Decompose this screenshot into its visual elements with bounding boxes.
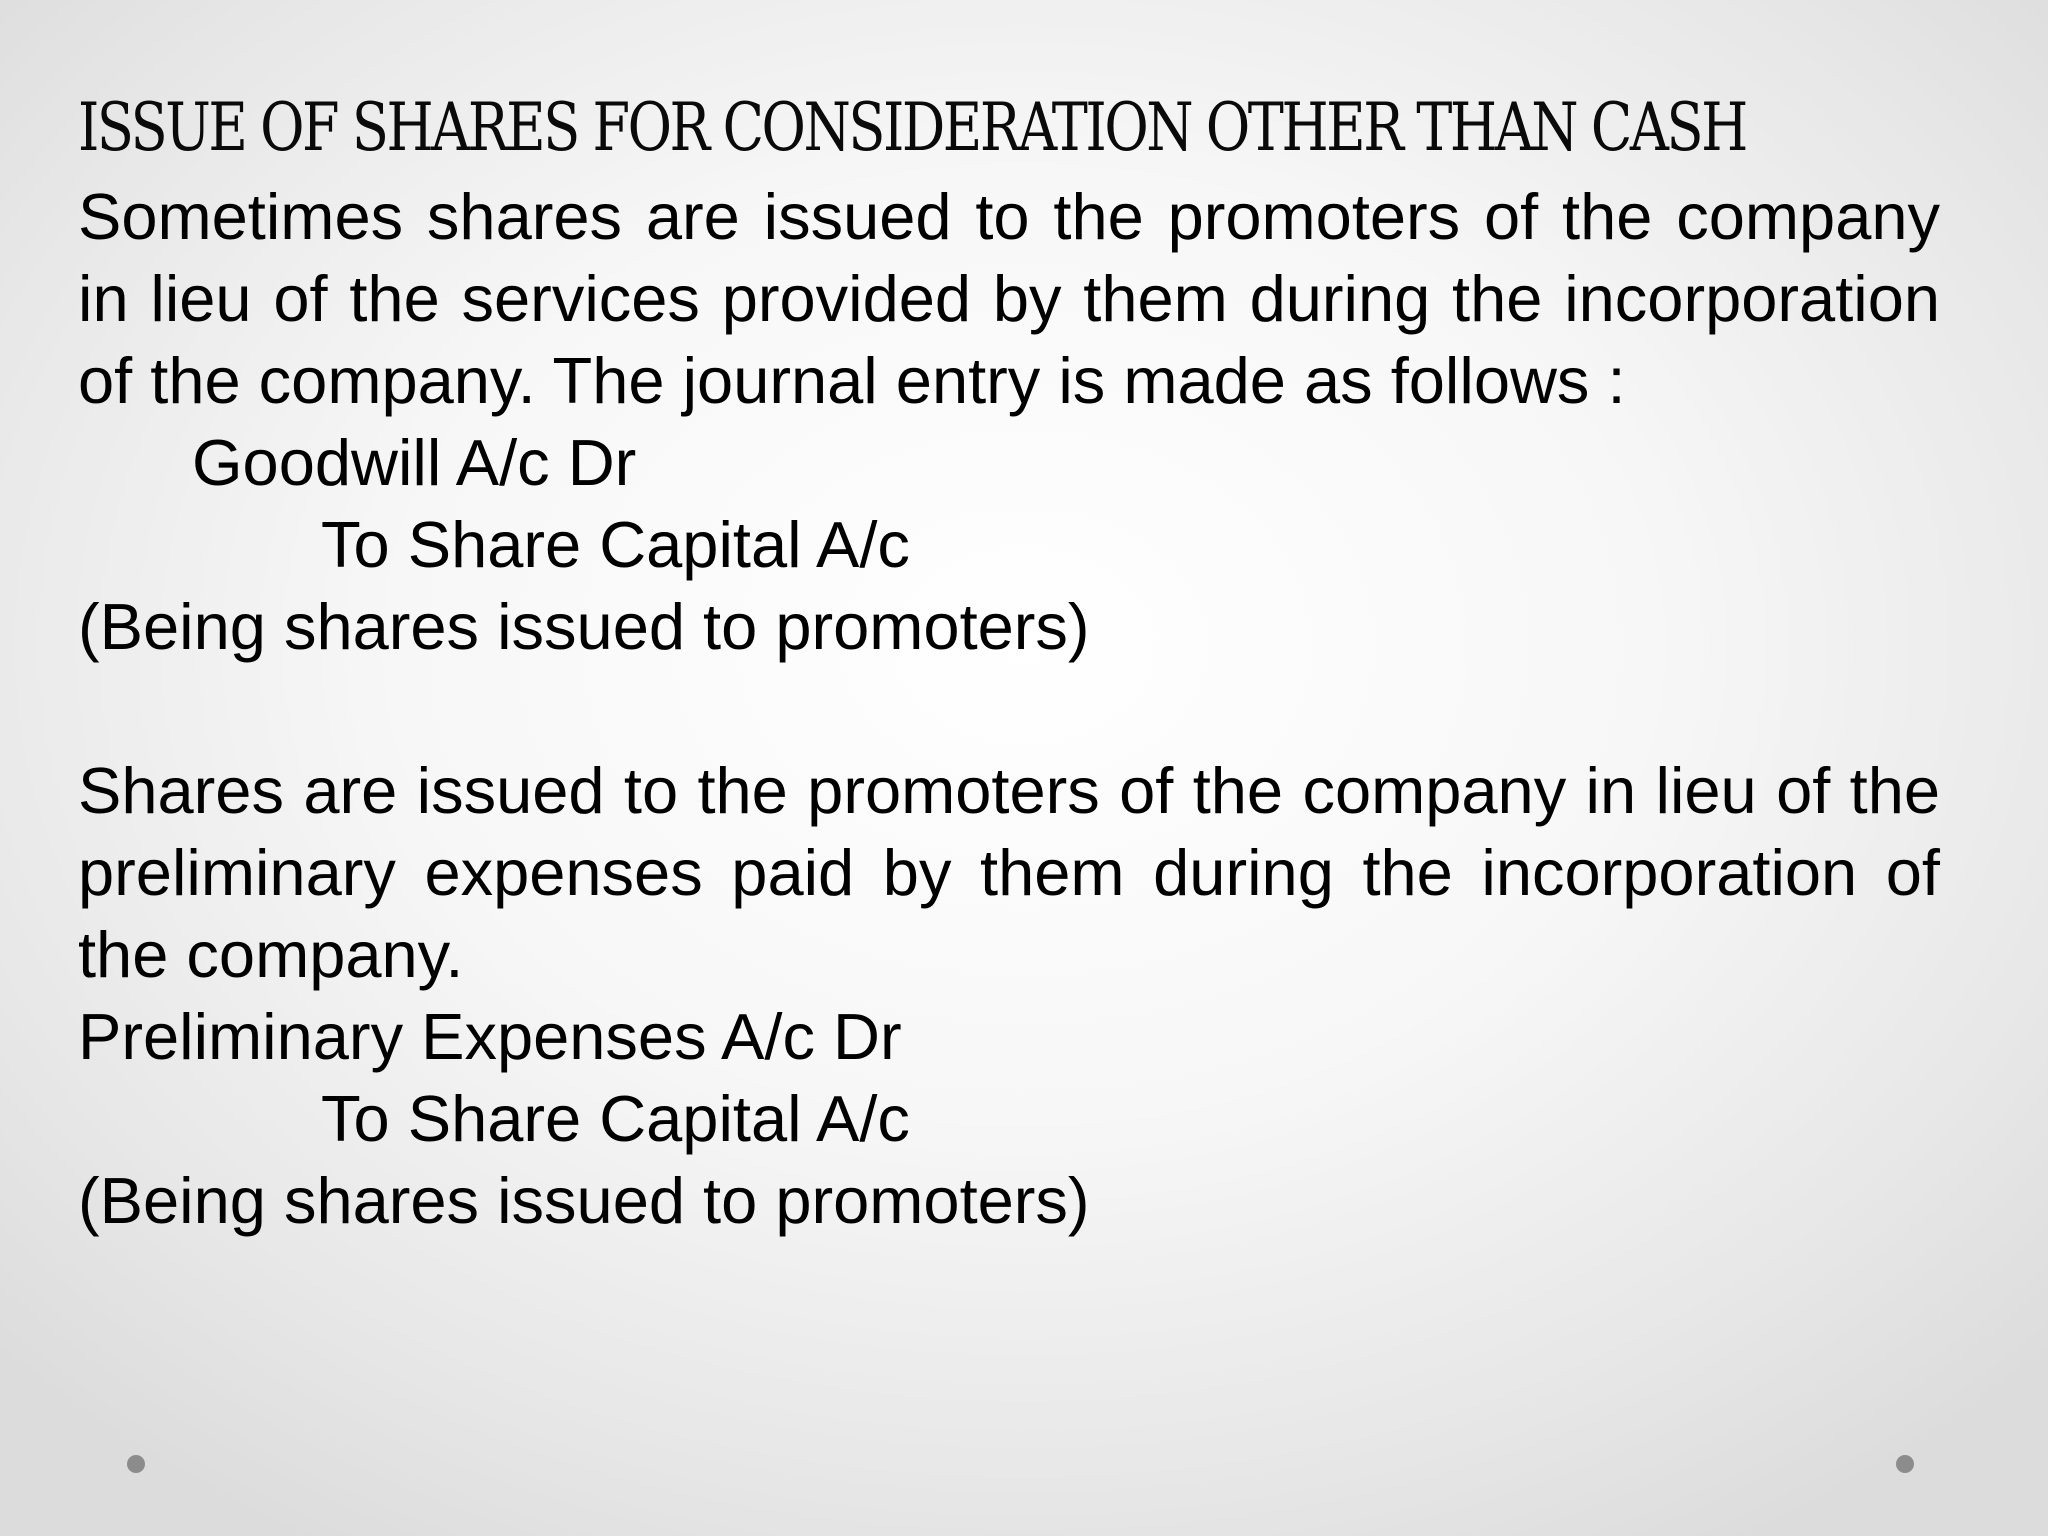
section1-narration: (Being shares issued to promoters) xyxy=(78,590,1090,663)
section1-debit-entry: Goodwill A/c Dr xyxy=(192,426,637,499)
slide-body xyxy=(78,176,1940,1242)
section2-credit-entry: To Share Capital A/c xyxy=(321,1082,910,1155)
section-spacer xyxy=(78,668,1940,750)
section1-paragraph: Sometimes shares are issued to the promoters of the company in lieu of the services provided by them during the incorporation of the company. The journal entry is made as follows : xyxy=(78,180,1940,417)
section2-narration: (Being shares issued to promoters) xyxy=(78,1164,1090,1237)
section2-paragraph: Shares are issued to the promoters of the company in lieu of the preliminary expenses paid by them during the incorporation of the company. xyxy=(78,754,1940,991)
decor-dot-right-icon xyxy=(1896,1455,1914,1473)
decor-dot-left-icon xyxy=(127,1455,145,1473)
section2-debit-entry: Preliminary Expenses A/c Dr xyxy=(78,1000,902,1073)
section1-credit-entry: To Share Capital A/c xyxy=(321,508,910,581)
slide-title: ISSUE OF SHARES FOR CONSIDERATION OTHER THAN CASH xyxy=(78,89,1746,166)
